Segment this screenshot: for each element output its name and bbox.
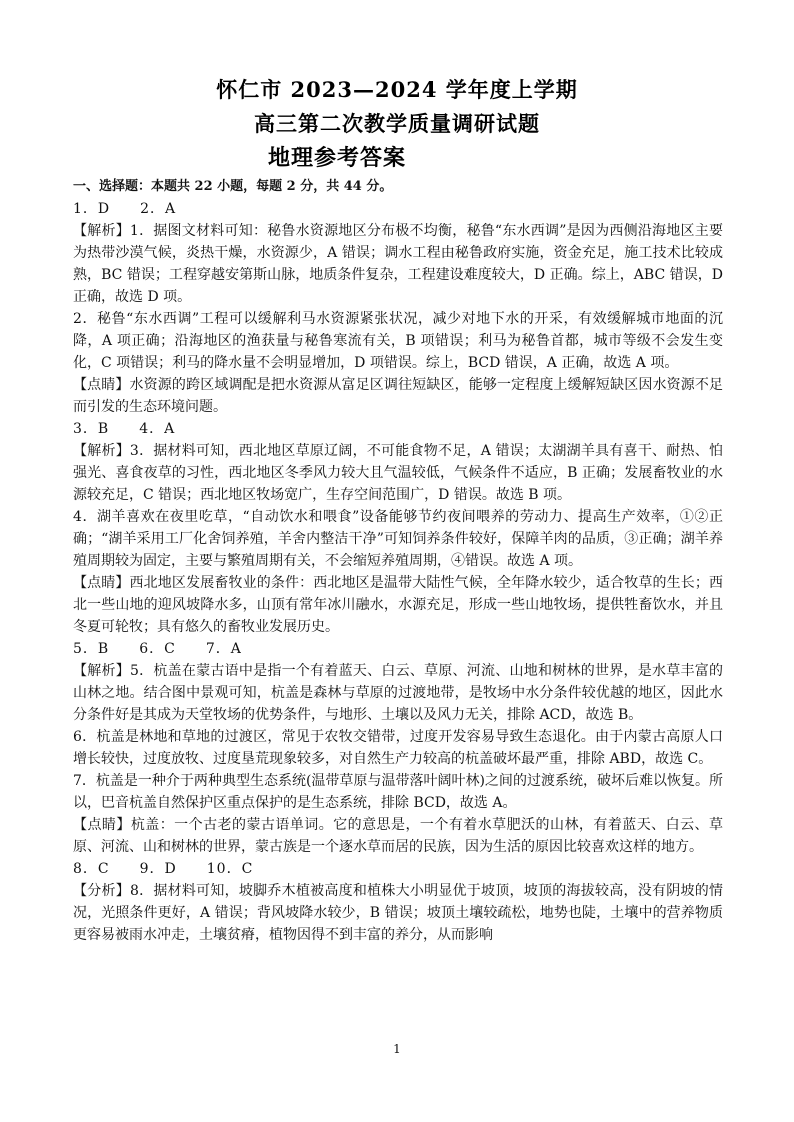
answer-line: 3．B 4．A xyxy=(73,421,176,437)
explanation-paragraph: 【解析】5．杭盖在蒙古语中是指一个有着蓝天、白云、草原、河流、山地和树林的世界，是水草丰富的山林之地。结合图中景观可知，杭盖是森林与草原的过渡地带，是牧场中水分条件较优越的地区，因此水分条件好是其成为天堂牧场的优势条件，与地形、土壤以及风力无关，排除 ACD，故选 B。 xyxy=(73,663,723,723)
answer-line: 8．C 9．D 10．C xyxy=(73,861,254,877)
tip-paragraph: 【点睛】西北地区发展畜牧业的条件：西北地区是温带大陆性气候，全年降水较少，适合牧草的生长；西北一些山地的迎风坡降水多，山顶有常年冰川融水，水源充足，形成一些山地牧场，提供牲畜饮水，并且冬夏可轮牧；具有悠久的畜牧业发展历史。 xyxy=(73,575,723,635)
page-number: 1 xyxy=(393,1042,401,1056)
answer-line: 5．B 6．C 7．A xyxy=(73,641,242,657)
document-title-line2: 高三第二次教学质量调研试题 xyxy=(254,111,540,136)
explanation-paragraph: 【解析】1．据图文材料可知：秘鲁水资源地区分布极不均衡，秘鲁“东水西调”是因为西侧沿海地区主要为热带沙漠气候，炎热干燥，水资源少，A 错误；调水工程由秘鲁政府实施，资金充足，施工技术比较成熟，BC 错误；工程穿越安第斯山脉，地质条件复杂，工程建设难度较大，D 正确。综上，ABC 错误，D 正确，故选 D 项。 xyxy=(73,223,723,305)
explanation-paragraph: 4．湖羊喜欢在夜里吃草，“自动饮水和喂食”设备能够节约夜间喂养的劳动力、提高生产效率，①②正确；“湖羊采用工厂化舍饲养殖，羊舍内整洁干净”可知饲养条件较好，保障羊肉的品质，③正确；湖羊养殖周期较为固定，主要与繁殖周期有关，不会缩短养殖周期，④错误。故选 A 项。 xyxy=(73,509,723,569)
explanation-paragraph: 2．秘鲁“东水西调”工程可以缓解利马水资源紧张状况，减少对地下水的开采，有效缓解城市地面的沉降，A 项正确；沿海地区的渔获量与秘鲁寒流有关，B 项错误；利马为秘鲁首都，城市等级不会发生变化，C 项错误；利马的降水量不会明显增加，D 项错误。综上，BCD 错误，A 正确，故选 A 项。 xyxy=(73,311,723,371)
section-heading: 一、选择题：本题共 22 小题，每题 2 分，共 44 分。 xyxy=(73,179,393,194)
answer-line: 1．D 2．A xyxy=(73,201,177,217)
document-title-line1: 怀仁市 2023—2024 学年度上学期 xyxy=(216,77,578,102)
tip-paragraph: 【点睛】杭盖：一个古老的蒙古语单词。它的意思是，一个有着水草肥沃的山林，有着蓝天、白云、草原、河流、山和树林的世界，蒙古族是一个逐水草而居的民族，因为生活的原因比较喜欢这样的地方。 xyxy=(73,817,723,855)
document-title-line3: 地理参考答案 xyxy=(267,145,406,171)
explanation-paragraph: 【分析】8．据材料可知，坡脚乔木植被高度和植株大小明显优于坡顶，坡顶的海拔较高，没有阴坡的情况，光照条件更好，A 错误；背风坡降水较少，B 错误；坡顶土壤较疏松，地势也陡，土壤中的营养物质更容易被雨水冲走，土壤贫瘠，植物因得不到丰富的养分，从而影响 xyxy=(73,883,723,943)
explanation-paragraph: 【解析】3．据材料可知，西北地区草原辽阔，不可能食物不足，A 错误；太湖湖羊具有喜干、耐热、怕强光、喜食夜草的习性，西北地区冬季风力较大且气温较低，气候条件不适应，B 正确；发展畜牧业的水源较充足，C 错误；西北地区牧场宽广，生存空间范围广，D 错误。故选 B 项。 xyxy=(73,443,723,503)
explanation-paragraph: 6．杭盖是林地和草地的过渡区，常见于农牧交错带，过度开发容易导致生态退化。由于内蒙古高原人口增长较快，过度放牧、过度垦荒现象较多，对自然生产力较高的杭盖破坏最严重，排除 ABD，故选 C。 xyxy=(73,729,723,767)
explanation-paragraph: 7．杭盖是一种介于两种典型生态系统(温带草原与温带落叶阔叶林)之间的过渡系统，破坏后难以恢复。所以，巴音杭盖自然保护区重点保护的是生态系统，排除 BCD，故选 A。 xyxy=(73,773,723,811)
tip-paragraph: 【点睛】水资源的跨区域调配是把水资源从富足区调往短缺区，能够一定程度上缓解短缺区因水资源不足而引发的生态环境问题。 xyxy=(73,377,723,415)
answer-content xyxy=(73,176,723,946)
